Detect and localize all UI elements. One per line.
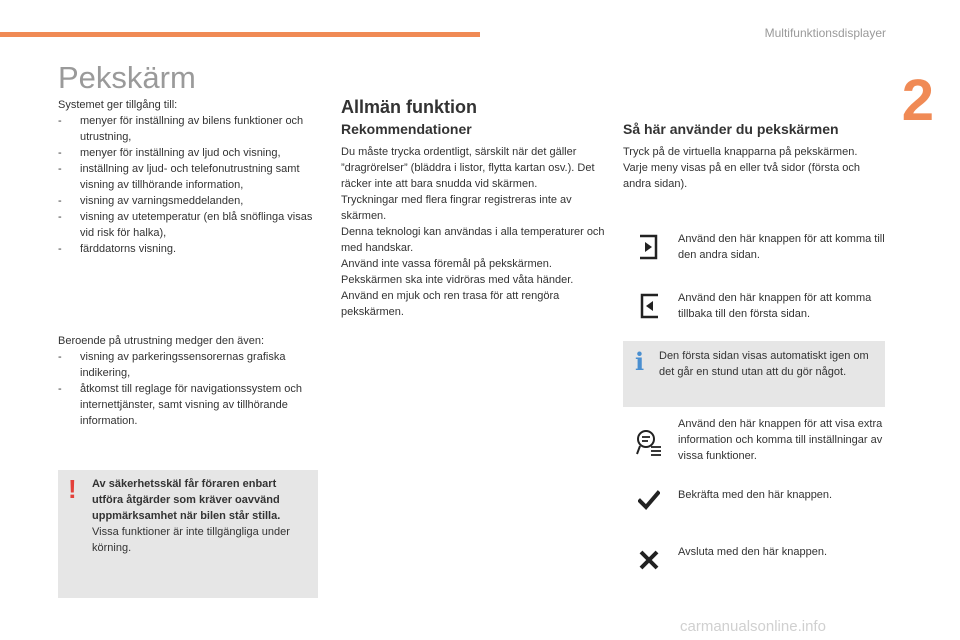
previous-page-icon <box>636 292 662 320</box>
intro-text: Systemet ger tillgång till: <box>58 99 178 111</box>
paragraph: Tryck på de virtuella knapparna på pekskärmen. <box>623 146 858 158</box>
intro-block <box>58 97 318 257</box>
extra-info-settings-icon <box>634 428 664 458</box>
list-item: - visning av parkeringssensorernas grafiska indikering, <box>58 349 318 381</box>
paragraph: Varje meny visas på en eller två sidor (första och andra sidan). <box>623 162 861 190</box>
list-item: - åtkomst till reglage för navigationssystem och internettjänster, samt visning av tillhörande information. <box>58 381 318 429</box>
recommendations <box>341 144 606 320</box>
usage-heading: Så här använder du pekskärmen <box>623 121 839 137</box>
subsection-heading: Rekommendationer <box>341 121 472 137</box>
next-page-icon <box>636 233 662 261</box>
info-icon: i <box>635 347 645 376</box>
paragraph: Du måste trycka ordentligt, särskilt när det gäller ”dragrörelser” (bläddra i listor, flytta kartan osv.). Det räcker inte att bara snudda vid skärmen. <box>341 146 595 190</box>
paragraph: Använd inte vassa föremål på pekskärmen. <box>341 258 552 270</box>
next-page-text: Använd den här knappen för att komma till den andra sidan. <box>678 233 885 261</box>
accent-bar <box>0 32 480 37</box>
list-item: - menyer för inställning av bilens funktioner och utrustning, <box>58 113 318 145</box>
confirm-text: Bekräfta med den här knappen. <box>678 489 833 501</box>
previous-page-text: Använd den här knappen för att komma tillbaka till den första sidan. <box>678 292 872 320</box>
section-name: Multifunktionsdisplayer <box>764 26 886 40</box>
list-item: - visning av utetemperatur (en blå snöflinga visas vid risk för halka), <box>58 209 318 241</box>
optional-intro: Beroende på utrustning medger den även: <box>58 335 265 347</box>
section-heading: Allmän funktion <box>341 97 477 117</box>
optional-list <box>58 349 318 429</box>
list-item: - inställning av ljud- och telefonutrustning samt visning av tillhörande information, <box>58 161 318 193</box>
checkmark-icon <box>638 490 660 510</box>
watermark: carmanualsonline.info <box>680 618 826 635</box>
usage-intro <box>623 144 881 192</box>
warning-icon: ! <box>68 474 77 504</box>
chapter-number: 2 <box>901 68 934 133</box>
warning-text <box>92 476 306 556</box>
warning-strong: Av säkerhetsskäl får föraren enbart utföra åtgärder som kräver oavvänd uppmärksamhet när bilen står stilla. <box>92 478 281 522</box>
list-item: - menyer för inställning av ljud och visning, <box>58 145 318 161</box>
info-box <box>623 341 885 407</box>
warning-box <box>58 470 318 598</box>
close-icon <box>638 549 660 571</box>
paragraph: Använd en mjuk och ren trasa för att rengöra pekskärmen. <box>341 290 560 318</box>
cancel-text: Avsluta med den här knappen. <box>678 546 828 558</box>
list-item: - visning av varningsmeddelanden, <box>58 193 318 209</box>
extra-info-text: Använd den här knappen för att visa extra information och komma till inställningar av vissa funktioner. <box>678 418 883 462</box>
optional-block <box>58 333 318 429</box>
paragraph: Denna teknologi kan användas i alla temperaturer och med handskar. <box>341 226 605 254</box>
page-title: Pekskärm <box>58 60 196 95</box>
list-item: - färddatorns visning. <box>58 241 318 257</box>
paragraph: Pekskärmen ska inte vidröras med våta händer. <box>341 274 574 286</box>
warning-detail: Vissa funktioner är inte tillgängliga under körning. <box>92 526 290 554</box>
info-text: Den första sidan visas automatiskt igen om det går en stund utan att du gör något. <box>659 350 869 378</box>
feature-list <box>58 113 318 257</box>
paragraph: Tryckningar med flera fingrar registreras inte av skärmen. <box>341 194 572 222</box>
